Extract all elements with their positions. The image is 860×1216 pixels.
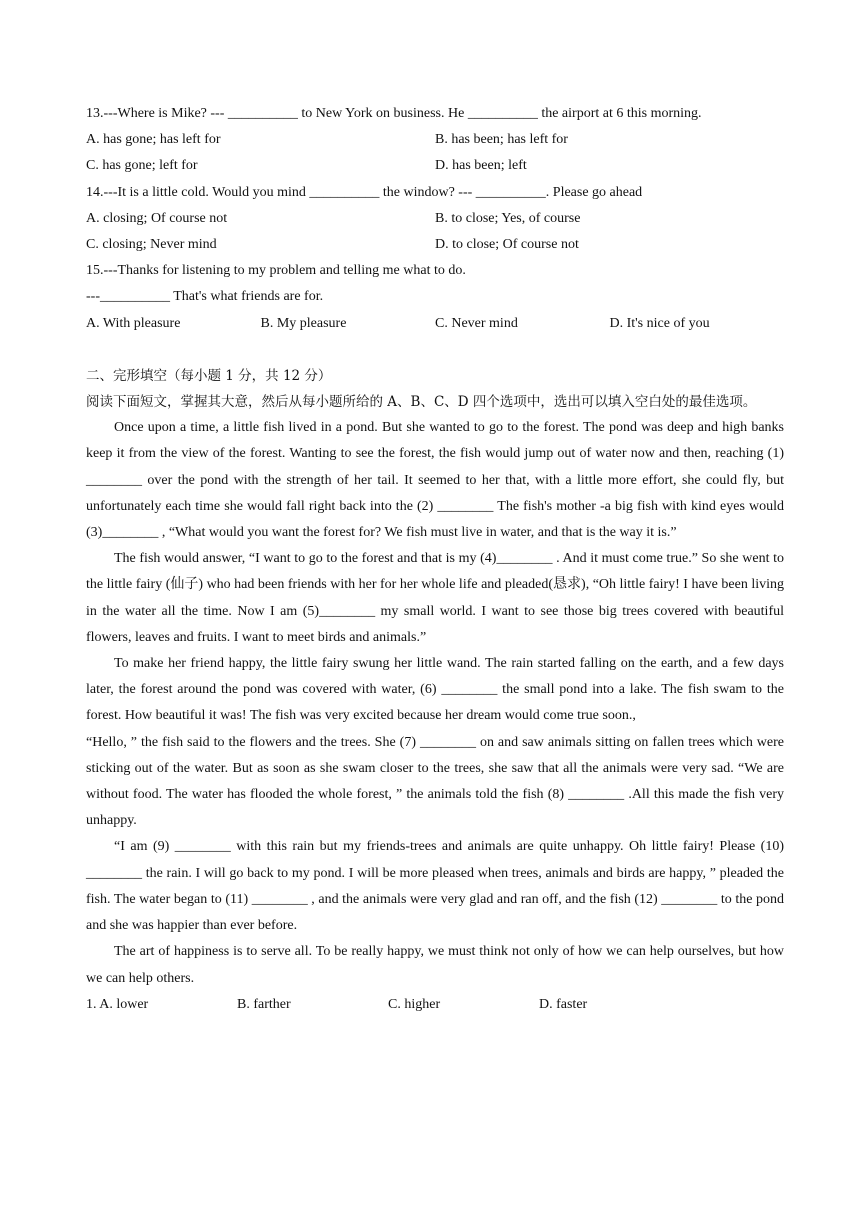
passage-paragraph-6: The art of happiness is to serve all. To be really happy, we must think not only of how we can help ourselves, but how we can help others.: [86, 944, 784, 986]
option-a: 1. A. lower: [86, 996, 149, 1012]
cloze-question-1-options: [86, 992, 784, 1018]
option-c: C. closing; Never mind: [86, 237, 217, 253]
question-15-stem: 15.---Thanks for listening to my problem and telling me what to do.: [86, 263, 466, 279]
question-14-options: [86, 206, 784, 232]
option-d: D. It's nice of you: [609, 315, 710, 331]
section-heading: 二、完形填空（每小题 1 分，共 12 分）: [86, 367, 332, 384]
option-a: A. With pleasure: [86, 315, 181, 331]
option-c: C. higher: [388, 996, 441, 1012]
question-13-options: [86, 127, 784, 153]
passage-paragraph-3: To make her friend happy, the little fairy swung her little wand. The rain started falling on the earth, and a few days later, the forest around the pond was covered with water, (6) ________ the small pond into a lake. The fish swam to the forest. How beautiful it was! The fish was very excited because her dream would come true soon.,: [86, 656, 784, 724]
passage-paragraph-2: The fish would answer, “I want to go to the forest and that is my (4)________ . And it must come true.” So she went to the little fairy (仙子) who had been friends with her for her whole life and pleaded(恳求), “Oh little fairy! I have been living in the water all the time. Now I am (5)________ my small world. I want to see those big trees covered with beautiful flowers, leaves and fruits. I want to meet birds and animals.”: [86, 551, 784, 645]
question-14-stem: 14.---It is a little cold. Would you mind __________ the window? --- __________. Please go ahead: [86, 184, 643, 200]
option-c: C. Never mind: [435, 315, 518, 331]
section-instruction: 阅读下面短文，掌握其大意，然后从每小题所给的 A、B、C、D 四个选项中，选出可以填入空白处的最佳选项。: [86, 394, 757, 411]
option-d: D. faster: [539, 996, 588, 1012]
option-a: A. closing; Of course not: [86, 210, 228, 226]
page-content: [86, 101, 784, 1018]
question-15-reply: ---__________ That's what friends are for.: [86, 289, 324, 305]
option-b: B. to close; Yes, of course: [435, 210, 581, 226]
passage-paragraph-1: Once upon a time, a little fish lived in a pond. But she wanted to go to the forest. The pond was deep and high banks keep it from the view of the forest. Wanting to see the forest, the fish would jump out of water now and then, reaching (1) ________ over the pond with the strength of her tail. It seemed to her that, with a little more effort, she could fly, but unfortunately each time she would fall right back into the (2) ________ The fish's mother -a big fish with kind eyes would (3)________ , “What would you want the forest for? We fish must live in water, and that is the way it is.”: [86, 420, 784, 541]
section-gap: [86, 337, 784, 363]
question-15-options: [86, 311, 784, 337]
question-13-stem: 13.---Where is Mike? --- __________ to New York on business. He __________ the airport at 6 this morning.: [86, 106, 702, 121]
question-14-options-row2: [86, 232, 784, 258]
option-b: B. has been; has left for: [435, 132, 568, 148]
option-b: B. farther: [237, 996, 291, 1012]
option-c: C. has gone; left for: [86, 158, 198, 174]
option-d: D. has been; left: [435, 158, 527, 174]
question-13-options-row2: [86, 153, 784, 179]
passage-paragraph-5: “I am (9) ________ with this rain but my friends-trees and animals are quite unhappy. Oh little fairy! Please (10) ________ the rain. I will go back to my pond. I will be more pleased when trees, animals and birds are happy, ” pleaded the fish. The water began to (11) ________ , and the animals were very glad and ran off, and the fish (12) ________ to the pond and she was happier than ever before.: [86, 839, 784, 934]
passage-paragraph-4: “Hello, ” the fish said to the flowers and the trees. She (7) ________ on and saw animals sitting on fallen trees which were sticking out of the water. But as soon as she swam closer to the trees, she saw that all the animals were very sad. “We are without food. The water has flooded the whole forest, ” the animals told the fish (8) ________ .All this made the fish very unhappy.: [86, 734, 784, 829]
option-d: D. to close; Of course not: [435, 237, 579, 253]
option-a: A. has gone; has left for: [86, 132, 221, 148]
option-b: B. My pleasure: [260, 315, 347, 331]
